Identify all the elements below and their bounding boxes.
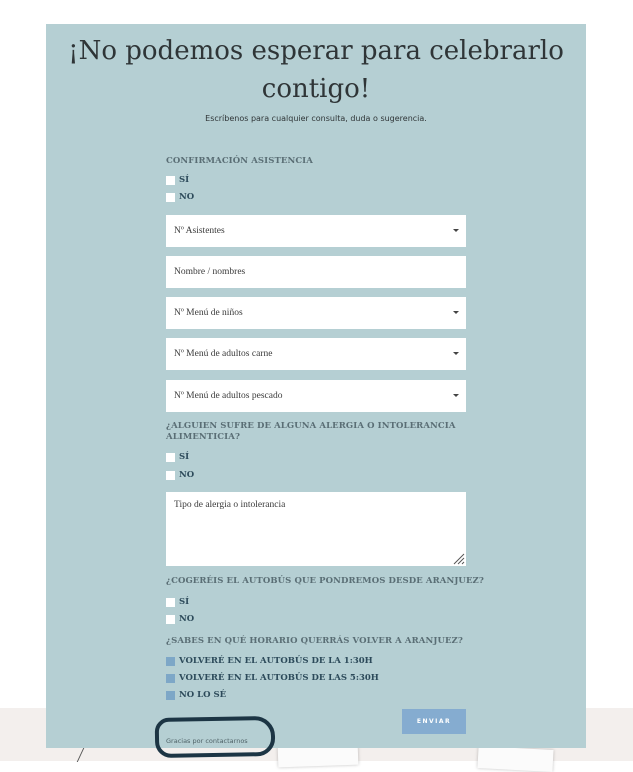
radio[interactable]: [166, 657, 175, 666]
thanks-message: Gracias por contactarnos: [166, 737, 248, 745]
chevron-down-icon: [453, 229, 459, 232]
option-label: SÍ: [179, 597, 190, 607]
submit-button[interactable]: ENVIAR: [402, 709, 466, 734]
page-subtitle: Escríbenos para cualquier consulta, duda o sugerencia.: [205, 114, 427, 123]
option-label: NO: [179, 614, 195, 624]
allergy-no-option[interactable]: [166, 469, 194, 481]
return-option-1[interactable]: [166, 655, 373, 667]
contact-form-panel: [46, 24, 586, 748]
adult-meat-menu-select[interactable]: [166, 338, 466, 370]
return-time-label: ¿SABES EN QUÉ HORARIO QUERRÁS VOLVER A ARANJUEZ?: [166, 636, 463, 646]
adult-fish-menu-select-value: Nº Menú de adultos pescado: [174, 391, 283, 401]
chevron-down-icon: [453, 352, 459, 355]
option-label: VOLVERÉ EN EL AUTOBÚS DE LA 1:30H: [179, 656, 373, 666]
radio[interactable]: [166, 674, 175, 683]
chevron-down-icon: [453, 394, 459, 397]
bus-no-option[interactable]: [166, 613, 194, 625]
kids-menu-select-value: Nº Menú de niños: [174, 308, 243, 318]
chevron-down-icon: [453, 311, 459, 314]
radio[interactable]: [166, 691, 175, 700]
title-line-2: contigo!: [261, 74, 371, 104]
attendance-no-option[interactable]: [166, 191, 194, 203]
option-label: NO: [179, 470, 195, 480]
option-label: VOLVERÉ EN EL AUTOBÚS DE LAS 5:30H: [179, 673, 379, 683]
checkbox[interactable]: [166, 453, 175, 462]
option-label: NO: [179, 192, 195, 202]
annotation-circle: [155, 716, 276, 758]
checkbox[interactable]: [166, 193, 175, 202]
attendance-label: CONFIRMACIÓN ASISTENCIA: [166, 156, 313, 166]
allergy-textarea[interactable]: [166, 492, 466, 566]
attendees-select[interactable]: [166, 215, 466, 247]
bus-label: ¿COGERÉIS EL AUTOBÚS QUE PONDREMOS DESDE ARANJUEZ?: [166, 576, 484, 586]
return-option-3[interactable]: [166, 689, 226, 701]
checkbox[interactable]: [166, 598, 175, 607]
option-label: SÍ: [179, 452, 190, 462]
allergy-yes-option[interactable]: [166, 451, 189, 463]
adult-fish-menu-select[interactable]: [166, 380, 466, 412]
bus-yes-option[interactable]: [166, 596, 189, 608]
allergy-label: ¿ALGUIEN SUFRE DE ALGUNA ALERGIA O INTOLERANCIA ALIMENTICIA?: [166, 421, 456, 442]
allergy-textarea-placeholder: Tipo de alergia o intolerancia: [174, 500, 286, 510]
decorative-card: [477, 746, 553, 772]
page-title: [46, 32, 586, 108]
checkbox[interactable]: [166, 176, 175, 185]
resize-handle-icon[interactable]: [453, 553, 465, 565]
checkbox[interactable]: [166, 471, 175, 480]
option-label: NO LO SÉ: [179, 690, 227, 700]
title-line-1: ¡No podemos esperar para celebrarlo: [68, 36, 564, 66]
names-input[interactable]: [166, 256, 466, 288]
names-input-placeholder: Nombre / nombres: [174, 267, 246, 277]
checkbox[interactable]: [166, 615, 175, 624]
return-option-2[interactable]: [166, 672, 379, 684]
attendees-select-value: Nº Asistentes: [174, 226, 225, 236]
attendance-yes-option[interactable]: [166, 174, 189, 186]
option-label: SÍ: [179, 175, 190, 185]
adult-meat-menu-select-value: Nº Menú de adultos carne: [174, 349, 273, 359]
kids-menu-select[interactable]: [166, 297, 466, 329]
